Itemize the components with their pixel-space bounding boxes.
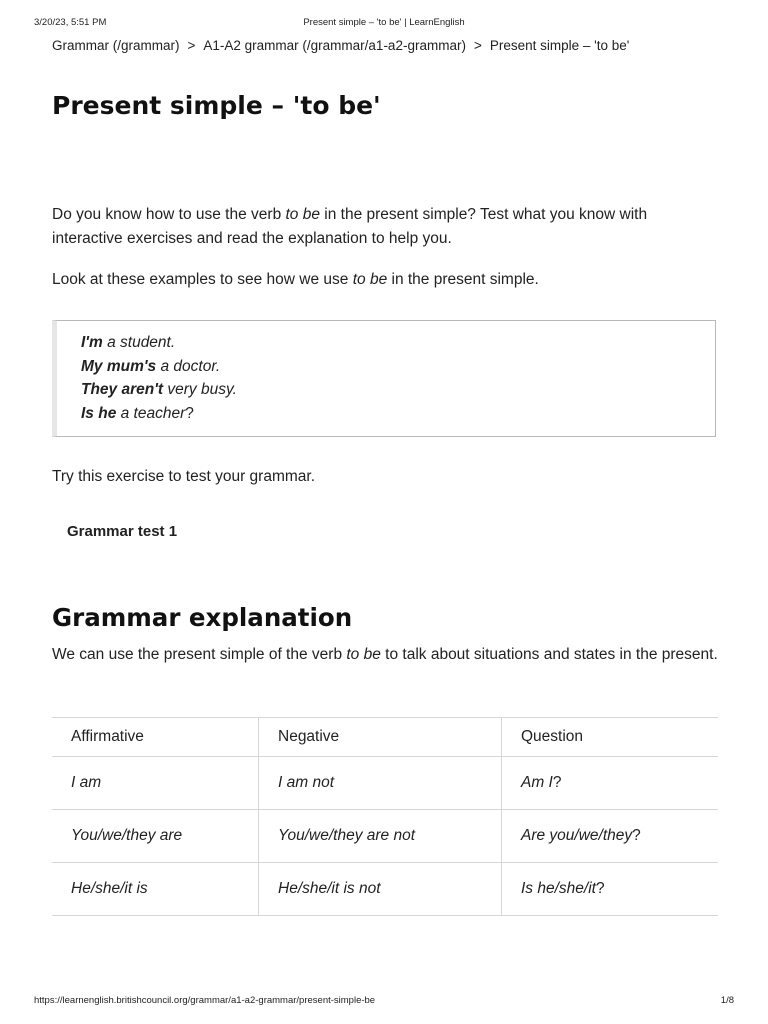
page-title: Present simple – 'to be' [52, 91, 381, 120]
cell-text: Are you/we/they [521, 827, 633, 844]
print-date: 3/20/23, 5:51 PM [34, 17, 107, 28]
print-document-title: Present simple – 'to be' | LearnEnglish [303, 17, 465, 28]
column-header-question: Question [502, 718, 719, 757]
example-punctuation: ? [185, 404, 194, 422]
breadcrumb-item-a1-a2-grammar[interactable]: A1-A2 grammar (/grammar/a1-a2-grammar) [203, 38, 466, 53]
table-row [52, 863, 718, 916]
examples-lead-text: Look at these examples to see how we use [52, 271, 353, 288]
page-number: 1/8 [720, 995, 734, 1006]
example-rest: a doctor. [156, 357, 221, 375]
cell-punctuation: ? [632, 827, 641, 844]
table-cell [259, 757, 502, 810]
intro-text: Do you know how to use the verb [52, 206, 286, 223]
example-rest: a student. [102, 334, 176, 351]
table-cell [52, 757, 259, 810]
column-header-affirmative: Affirmative [52, 718, 259, 757]
breadcrumb [52, 38, 629, 53]
breadcrumb-item-current: Present simple – 'to be' [489, 38, 630, 53]
example-keyword: My mum's [81, 357, 157, 375]
example-keyword: They aren't [81, 381, 164, 398]
examples-box [52, 320, 716, 437]
example-sentence [81, 402, 715, 426]
cell-text: He/she/it is not [278, 880, 381, 897]
cell-text: You/we/they are not [278, 827, 416, 844]
example-rest: a teacher [116, 404, 186, 422]
table-cell [52, 863, 259, 916]
cell-punctuation: ? [552, 774, 562, 791]
cell-text: I am not [278, 774, 334, 791]
examples-lead-emphasis: to be [352, 271, 388, 288]
try-exercise-text: Try this exercise to test your grammar. [52, 468, 316, 485]
breadcrumb-separator: > [473, 38, 482, 53]
column-header-negative: Negative [259, 718, 502, 757]
table-row [52, 810, 718, 863]
table-row [52, 757, 718, 810]
cell-punctuation: ? [595, 880, 605, 897]
cell-text: I am [71, 774, 102, 791]
breadcrumb-item-grammar[interactable]: Grammar (/grammar) [52, 38, 180, 53]
table-cell [259, 863, 502, 916]
cell-text: Is he/she/it [521, 880, 596, 897]
table-header-row [52, 718, 718, 757]
explanation-emphasis: to be [346, 646, 381, 663]
example-sentence [81, 355, 715, 379]
table-cell [502, 810, 719, 863]
print-url: https://learnenglish.britishcouncil.org/grammar/a1-a2-grammar/present-simple-be [34, 995, 376, 1006]
example-keyword: I'm [81, 334, 103, 351]
grammar-table [52, 717, 718, 916]
examples-lead-text-end: in the present simple. [387, 271, 539, 288]
intro-paragraph [52, 203, 718, 251]
cell-text: You/we/they are [71, 827, 183, 844]
breadcrumb-separator: > [187, 38, 196, 53]
explanation-text-end: to talk about situations and states in the present. [380, 646, 718, 663]
table-cell [502, 757, 719, 810]
example-keyword: Is he [81, 404, 117, 422]
explanation-paragraph [52, 643, 722, 667]
example-sentence [81, 331, 715, 355]
intro-emphasis: to be [285, 206, 320, 223]
example-sentence [81, 378, 715, 402]
grammar-test-1-link[interactable]: Grammar test 1 [67, 523, 178, 540]
examples-lead-paragraph [52, 268, 718, 292]
cell-text: He/she/it is [71, 880, 148, 897]
table-cell [52, 810, 259, 863]
table-cell [259, 810, 502, 863]
section-title-grammar-explanation: Grammar explanation [52, 603, 353, 632]
example-rest: very busy. [163, 381, 237, 398]
table-cell [502, 863, 719, 916]
cell-text: Am I [521, 774, 553, 791]
explanation-text: We can use the present simple of the verb [52, 646, 347, 663]
intro-text-end: in the present simple? Test what you know with interactive exercises and read the explanation to help you. [52, 206, 648, 247]
